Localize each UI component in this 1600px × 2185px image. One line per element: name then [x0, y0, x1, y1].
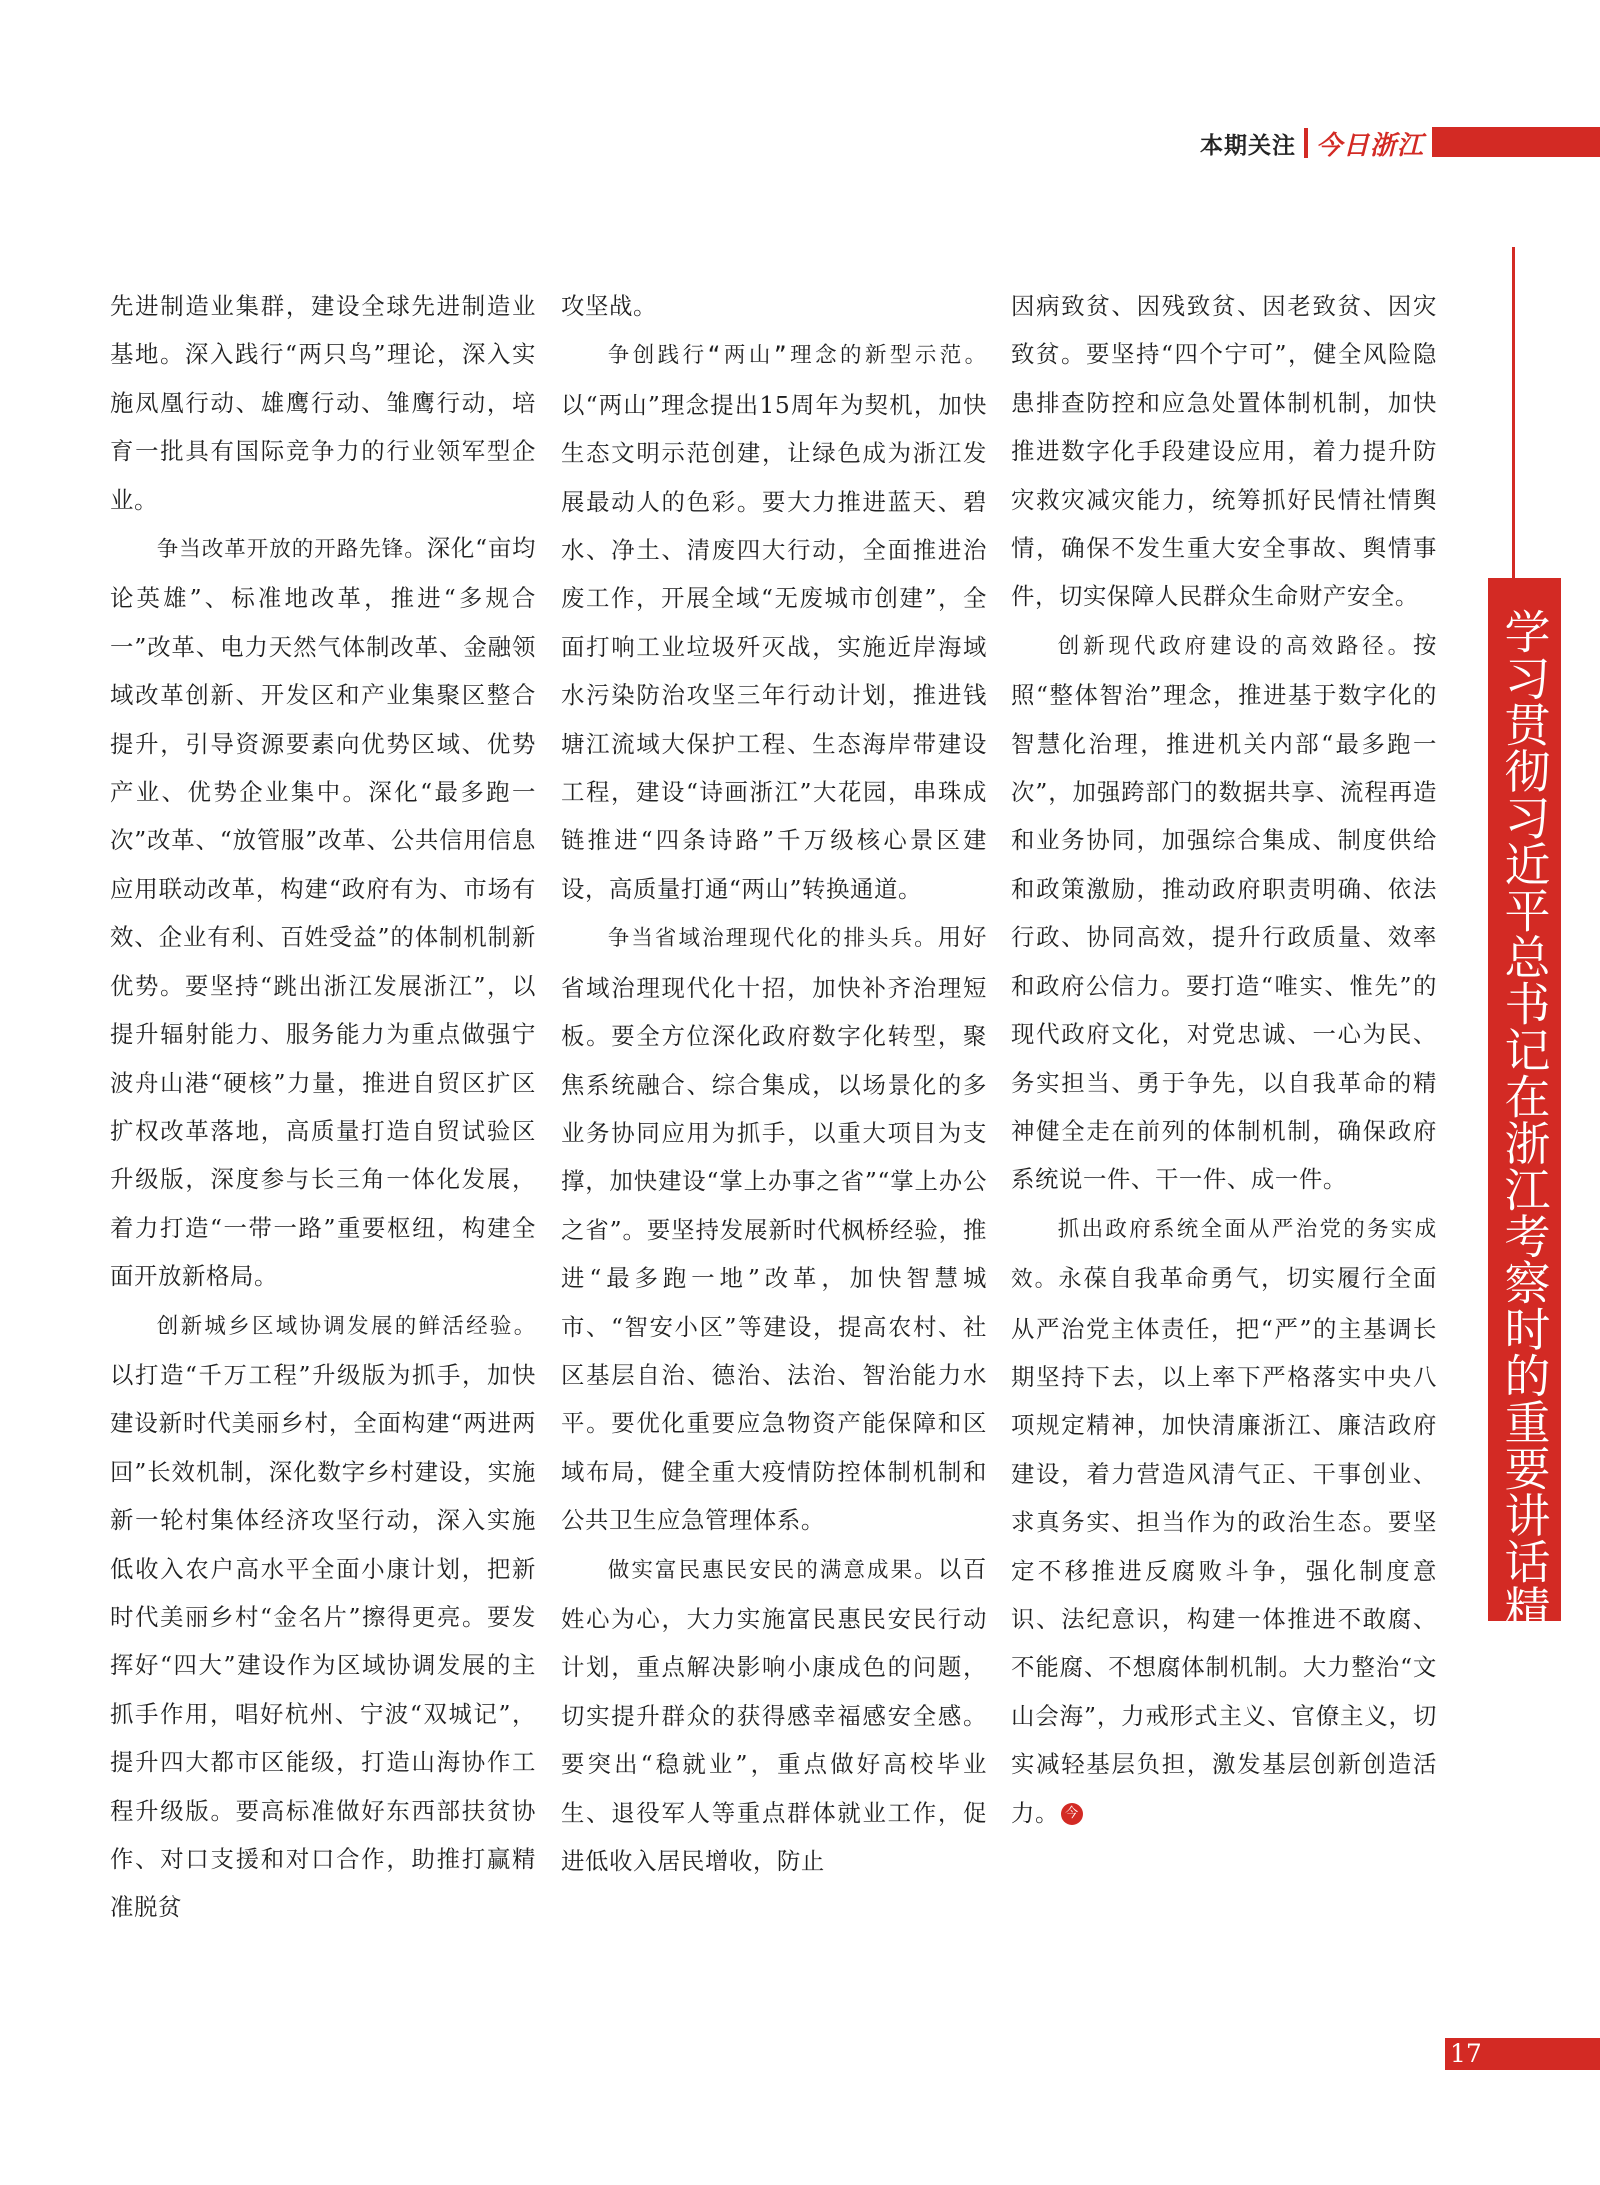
page-number: 17: [1450, 2039, 1482, 2068]
paragraph-text: 永葆自我革命勇气，切实履行全面从严治党主体责任，把“严”的主基调长期坚持下去，以上率下严格落实中央八项规定精神，加快清廉浙江、廉洁政府建设，着力营造风清气正、干事创业、求真务实、担当作为的政治生态。要坚定不移推进反腐败斗争，强化制度意识、法纪意识，构建一体推进不敢腐、不能腐、不想腐体制机制。大力整治“文山会海”，力戒形式主义、官僚主义，切实减轻基层负担，激发基层创新创造活力。: [1011, 1264, 1437, 1827]
paragraph-text: 因病致贫、因残致贫、因老致贫、因灾致贫。要坚持“四个宁可”，健全风险隐患排查防控和应急处置体制机制，加快推进数字化手段建设应用，着力提升防灾救灾减灾能力，统筹抓好民情社情舆情，确保不发生重大安全事故、舆情事件，切实保障人民群众生命财产安全。: [1011, 292, 1437, 611]
text-column-3: [1011, 282, 1437, 1837]
header-divider: [1304, 128, 1308, 158]
paragraph: [1011, 621, 1437, 1204]
paragraph-lead: 做实富民惠民安民的满意成果。: [607, 1557, 938, 1583]
side-accent-rule: [1512, 247, 1515, 599]
paragraph-text: 攻坚战。: [561, 292, 657, 320]
paragraph: [1011, 1204, 1437, 1837]
header-accent-bar: [1432, 127, 1600, 157]
paragraph-text: 先进制造业集群，建设全球先进制造业基地。深入践行“两只鸟”理论，深入实施凤凰行动、雄鹰行动、雏鹰行动，培育一批具有国际竞争力的行业领军型企业。: [110, 292, 536, 514]
text-column-1: [110, 282, 536, 1932]
paragraph-lead: 争当省域治理现代化的排头兵。: [607, 926, 938, 952]
magazine-logo: 今日浙江: [1316, 130, 1425, 161]
paragraph-text: 深化“亩均论英雄”、标准地改革，推进“多规合一”改革、电力天然气体制改革、金融领域改革创新、开发区和产业集聚区整合提升，引导资源要素向优势区域、优势产业、优势企业集中。深化“最多跑一次”改革、“放管服”改革、公共信用信息应用联动改革，构建“政府有为、市场有效、企业有利、百姓受益”的体制机制新优势。要坚持“跳出浙江发展浙江”，以提升辐射能力、服务能力为重点做强宁波舟山港“硬核”力量，推进自贸区扩区扩权改革落地，高质量打造自贸试验区升级版，深度参与长三角一体化发展，着力打造“一带一路”重要枢纽，构建全面开放新格局。: [110, 534, 536, 1291]
paragraph-lead: 抓出政府系统全面从严治党的务实成效。: [1011, 1216, 1437, 1293]
paragraph-lead: 创新城乡区域协调发展的鲜活经验。: [156, 1313, 536, 1339]
paragraph: [561, 1545, 987, 1886]
paragraph: [1011, 282, 1437, 621]
paragraph-text: 用好省域治理现代化十招，加快补齐治理短板。要全方位深化政府数字化转型，聚焦系统融合、综合集成，以场景化的多业务协同应用为抓手，以重大项目为支撑，加快建设“掌上办事之省”“掌上办公之省”。要坚持发展新时代枫桥经验，推进“最多跑一地”改革，加快智慧城市、“智安小区”等建设，提高农村、社区基层自治、德治、法治、智治能力水平。要优化重要应急物资产能保障和区域布局，健全重大疫情防控体制机制和公共卫生应急管理体系。: [561, 923, 987, 1535]
page-header: [1200, 126, 1424, 160]
side-title-band: [1488, 578, 1561, 1678]
paragraph: [561, 330, 987, 913]
paragraph-lead: 争创践行“两山”理念的新型示范。: [607, 343, 987, 369]
paragraph-text: 以“两山”理念提出15周年为契机，加快生态文明示范创建，让绿色成为浙江发展最动人的色彩。要大力推进蓝天、碧水、净土、清废四大行动，全面推进治废工作，开展全域“无废城市创建”，全面打响工业垃圾歼灭战，实施近岸海域水污染防治攻坚三年行动计划，推进钱塘江流域大保护工程、生态海岸带建设工程，建设“诗画浙江”大花园，串珠成链推进“四条诗路”千万级核心景区建设，高质量打通“两山”转换通道。: [561, 390, 987, 903]
section-label: 本期关注: [1200, 132, 1296, 159]
text-column-2: [561, 282, 987, 1885]
paragraph: [561, 913, 987, 1544]
end-of-article-icon: 今: [1061, 1803, 1083, 1825]
paragraph: [110, 524, 536, 1301]
paragraph: [561, 282, 987, 330]
paragraph-lead: 争当改革开放的开路先锋。: [156, 537, 427, 563]
paragraph-text: 以打造“千万工程”升级版为抓手，加快建设新时代美丽乡村，全面构建“两进两回”长效机制，深化数字乡村建设，实施新一轮村集体经济攻坚行动，深入实施低收入农户高水平全面小康计划，把新时代美丽乡村“金名片”擦得更亮。要发挥好“四大”建设作为区域协调发展的主抓手作用，唱好杭州、宁波“双城记”，提升四大都市区能级，打造山海协作工程升级版。要高标准做好东西部扶贫协作、对口支援和对口合作，助推打赢精准脱贫: [110, 1360, 536, 1922]
side-title: 学习贯彻习近平总书记在浙江考察时的重要讲话精神: [1497, 608, 1552, 1678]
paragraph: [110, 282, 536, 524]
paragraph-text: 以百姓心为心，大力实施富民惠民安民行动计划，重点解决影响小康成色的问题，切实提升群众的获得感幸福感安全感。要突出“稳就业”，重点做好高校毕业生、退役军人等重点群体就业工作，促进低收入居民增收，防止: [561, 1554, 987, 1875]
paragraph-text: 按照“整体智治”理念，推进基于数字化的智慧化治理，推进机关内部“最多跑一次”，加强跨部门的数据共享、流程再造和业务协同，加强综合集成、制度供给和政策激励，推动政府职责明确、依法行政、协同高效，提升行政质量、效率和政府公信力。要打造“唯实、惟先”的现代政府文化，对党忠诚、一心为民、务实担当、勇于争先，以自我革命的精神健全走在前列的体制机制，确保政府系统说一件、干一件、成一件。: [1011, 630, 1437, 1194]
paragraph-lead: 创新现代政府建设的高效路径。: [1057, 633, 1413, 659]
paragraph: [110, 1301, 536, 1932]
